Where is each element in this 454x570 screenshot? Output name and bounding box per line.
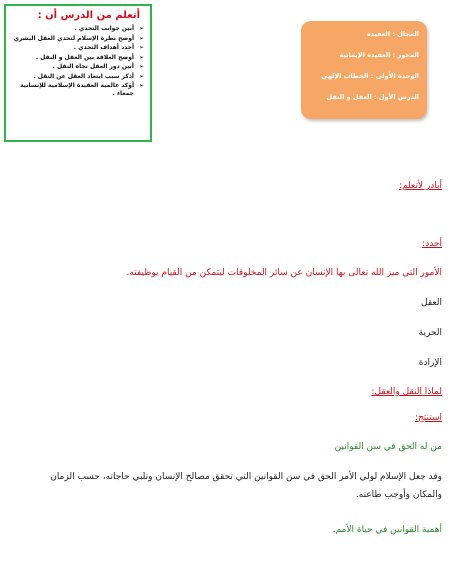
heading-why: لماذا النقل والعقل: (371, 387, 442, 397)
question-text: الأمور التي ميز الله تعالى بها الإنسان عن سائر المخلوقات ليتمكن من القيام بوظيفته. (126, 268, 442, 278)
goal-text: أبين دور العقل تجاه النقل . (52, 63, 134, 70)
who-law-text: من له الحق في سن القوانين (334, 442, 442, 452)
goal-text: أبين جوانب التحدي . (74, 25, 134, 32)
goal-text: أؤكد عالمية العقيدة الإسلامية للإنسانية جمعاء . (20, 82, 134, 97)
goals-title: أتعلم من الدرس أن : (37, 10, 140, 21)
check-arrow-icon: ➢ (138, 44, 144, 51)
info-lesson: الدرس الأول : العقل و النقل (326, 93, 419, 101)
importance-text: أهمية القوانين في حياة الأمم. (332, 525, 442, 535)
goal-text: أحدد أهداف التحدي . (73, 44, 134, 51)
info-unit: الوحدة الأولى : الخطاب الإلهي (321, 72, 419, 80)
item-freedom: الحرية (418, 328, 442, 338)
item-mind: العقل (421, 298, 442, 308)
check-arrow-icon: ➢ (138, 53, 144, 61)
goal-text: أوضح العلاقة بين العقل و النقل . (35, 53, 134, 61)
check-arrow-icon: ➢ (138, 63, 144, 70)
check-arrow-icon: ➢ (138, 72, 144, 80)
law-paragraph: وقد جعل الإسلام لولي الأمر الحق في سن القوانين التي تحقق مصالح الإنسان وتلبي حاجاته، حسب الزمان والمكان وأوجب طاعته. (50, 472, 442, 500)
goal-text: أذكر سبب ابتعاد العقل عن النقل . (33, 72, 134, 80)
goal-text: أوضح نظرة الإسلام لتحدي العقل البشري (13, 34, 134, 42)
info-axis: المحور : العقيدة الإيمانية (339, 51, 419, 59)
check-arrow-icon: ➢ (138, 34, 144, 42)
heading-start: أبادر لأتعلم: (399, 181, 442, 191)
heading-conclude: استنتج: (414, 413, 442, 423)
heading-define: أحدد: (422, 239, 442, 249)
check-arrow-icon: ➢ (138, 25, 144, 32)
info-field: المجال : العقيدة (366, 30, 419, 38)
check-arrow-icon: ➢ (138, 82, 144, 89)
item-will: الإرادة (418, 358, 442, 368)
